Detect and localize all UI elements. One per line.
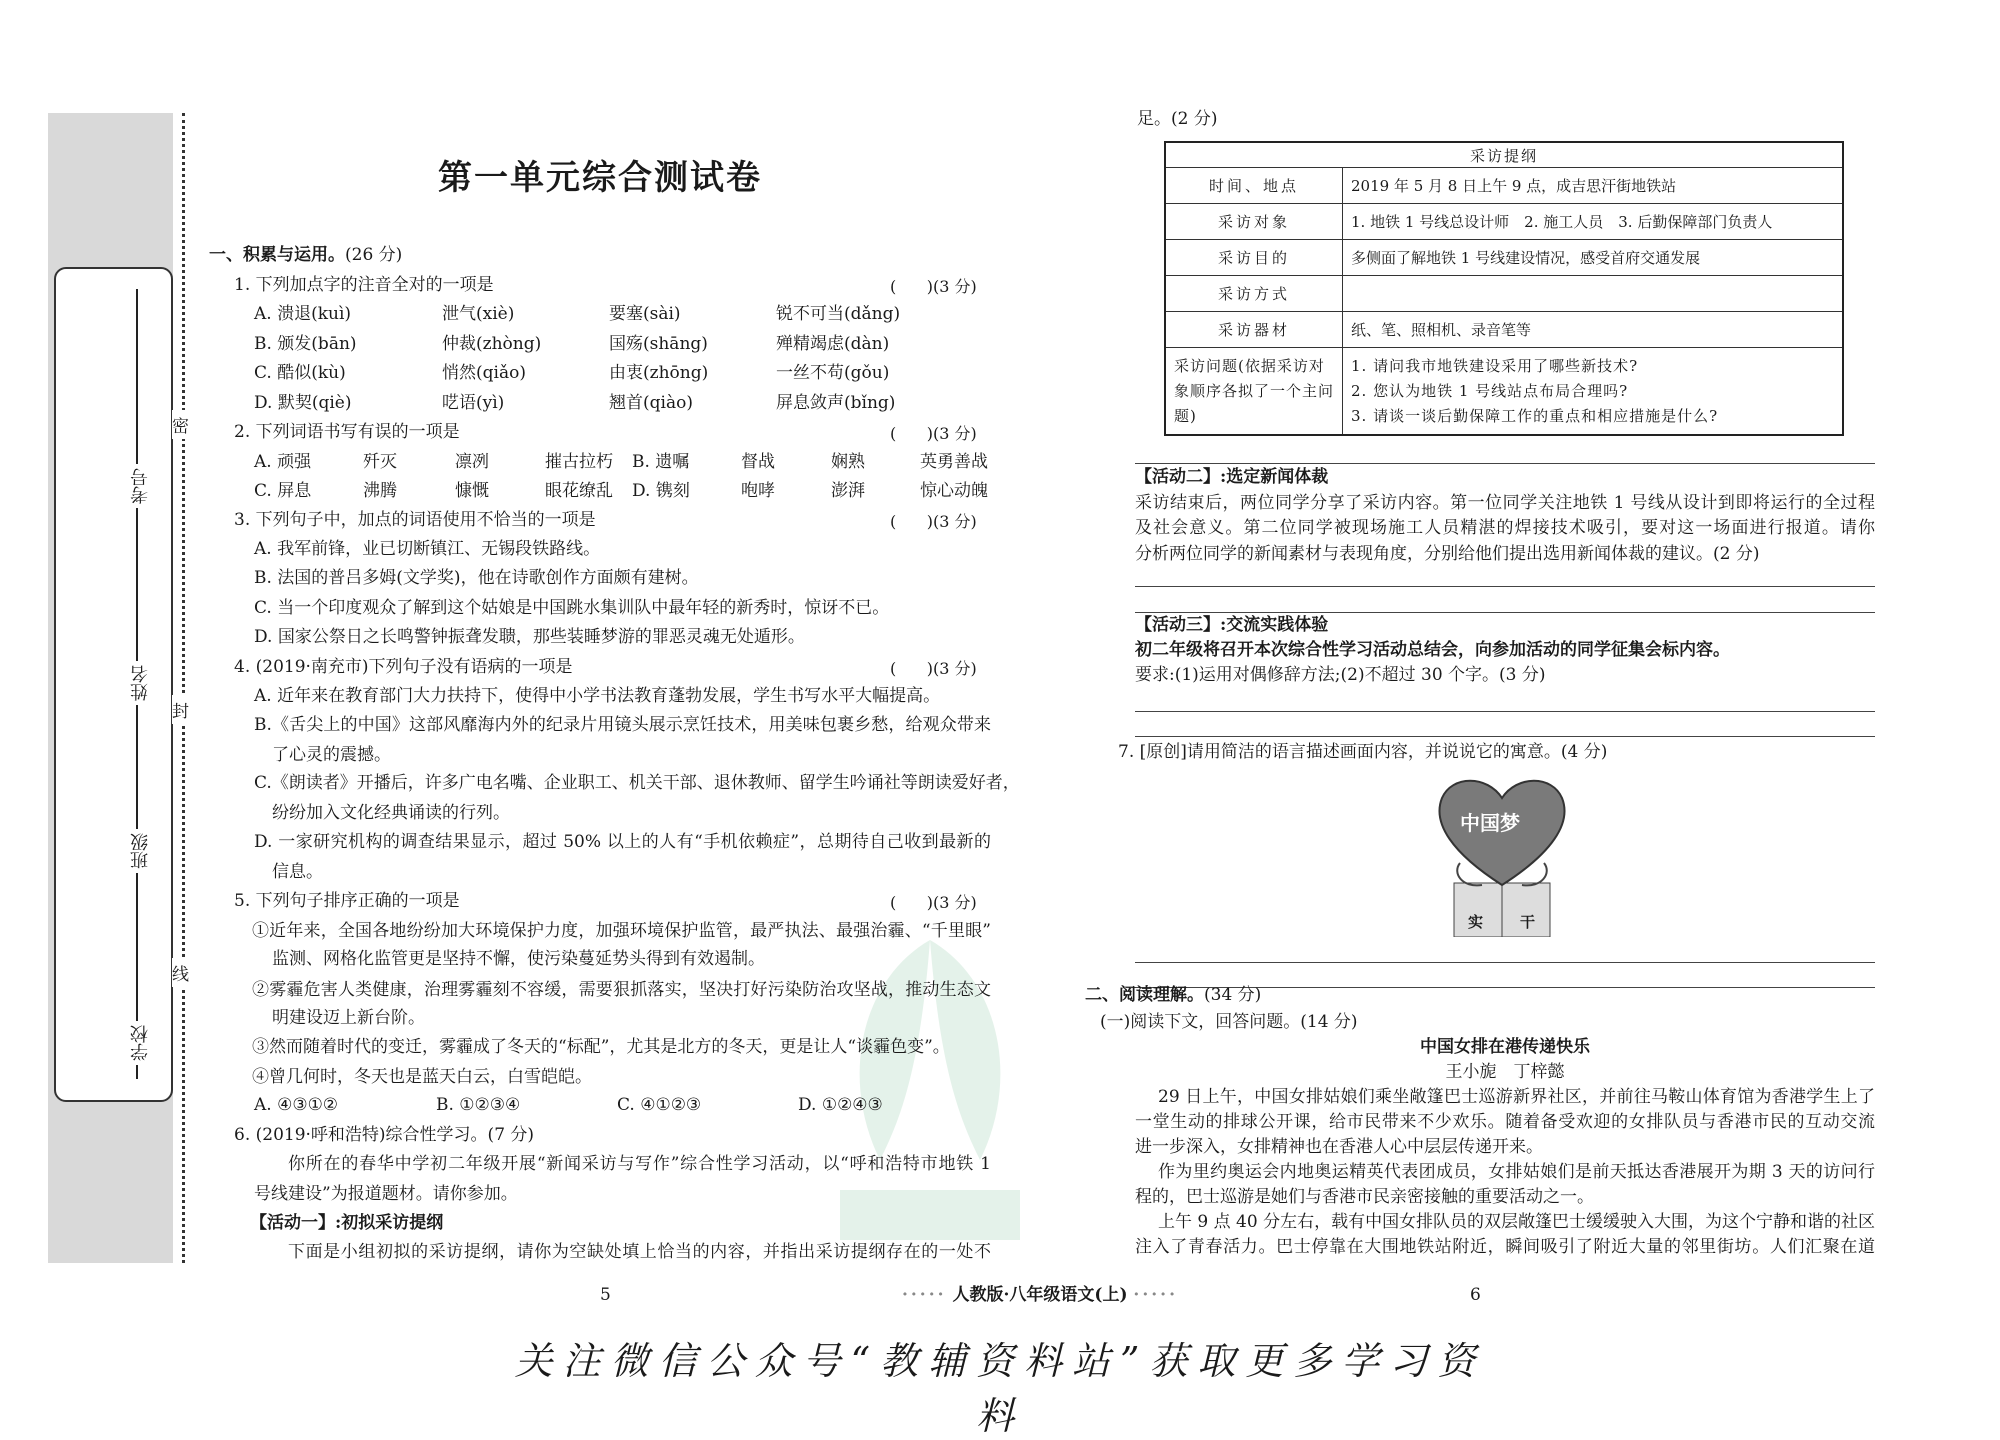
row-value: 多侧面了解地铁 1 号线建设情况，感受首府交通发展 — [1343, 240, 1844, 276]
row-key: 时间、地点 — [1165, 168, 1343, 204]
row-key: 采访器材 — [1165, 312, 1343, 348]
answer-line[interactable] — [1135, 612, 1875, 613]
q5-sentence-2-cont: 明建设迈上新台阶。 — [272, 1008, 425, 1028]
q2-word: A. 顽强 — [254, 452, 312, 472]
label-name: 姓名 — [128, 661, 154, 705]
q4-option-c-cont: 纷纷加入文化经典诵读的行列。 — [272, 803, 510, 823]
q1-stem: 1. 下列加点字的注音全对的一项是 — [234, 275, 494, 295]
q1-option: 悄然(qiǎo) — [442, 363, 526, 383]
q3-option-a: A. 我军前锋，业已切断镇江、无锡段铁路线。 — [254, 539, 601, 559]
q5-stem: 5. 下列句子排序正确的一项是 — [234, 891, 460, 911]
seal-char-xian: 线 — [172, 958, 189, 987]
q6-intro: 你所在的春华中学初二年级开展“新闻采访与写作”综合性学习活动，以“呼和浩特市地铁 1 — [288, 1154, 991, 1174]
interview-method-blank[interactable] — [1343, 276, 1844, 312]
q4-option-a: A. 近年来在教育部门大力扶持下，使得中小学书法教育蓬勃发展，学生书写水平大幅提高。 — [254, 686, 941, 706]
sleeve-text-left: 实 — [1468, 913, 1484, 931]
article-paragraph: 上午 9 点 40 分左右，载有中国女排队员的双层敞篷巴士缓缓驶入大围，为这个宁静和谐的社区 — [1158, 1212, 1876, 1232]
q2-word: 澎湃 — [831, 481, 865, 501]
footer-edition-text: 人教版·八年级语文(上) — [952, 1285, 1128, 1305]
article-paragraph: 29 日上午，中国女排姑娘们乘坐敞篷巴士巡游新界社区，并前往马鞍山体育馆为香港学生上了 — [1158, 1087, 1875, 1107]
article-paragraph: 程的，巴士巡游是她们与香港市民亲密接触的重要活动之一。 — [1135, 1187, 1594, 1207]
table-row — [1165, 204, 1843, 240]
article-paragraph: 注入了青春活力。巴士停靠在大围地铁站附近，瞬间吸引了附近大量的邻里街坊。人们汇聚在道 — [1135, 1237, 1875, 1257]
q3-option-d: D. 国家公祭日之长鸣警钟振聋发聩，那些装睡梦游的罪恶灵魂无处遁形。 — [254, 627, 805, 647]
q2-word: 娴熟 — [831, 452, 865, 472]
page-title: 第一单元综合测试卷 — [438, 158, 762, 198]
q5-sentence-1: ①近年来，全国各地纷纷加大环境保护力度，加强环境保护监管，最严执法、最强治霾、“千里眼” — [252, 921, 991, 941]
activity2-text: 采访结束后，两位同学分享了采访内容。第一位同学关注地铁 1 号线从设计到即将运行的全过程 — [1135, 493, 1875, 513]
q5-answer-blank[interactable]: ( )(3 分) — [890, 893, 977, 912]
q5-sentence-2: ②雾霾危害人类健康，治理雾霾刻不容缓，需要狠抓落实，坚决打好污染防治攻坚战，推动生态文 — [252, 980, 991, 1000]
q5-sentence-1-cont: 监测、网格化监管更是坚持不懈，使污染蔓延势头得到有效遏制。 — [272, 949, 765, 969]
activity1-text-cont: 足。(2 分) — [1137, 109, 1218, 129]
q5-sentence-4: ④曾几何时，冬天也是蓝天白云，白雪皑皑。 — [252, 1067, 592, 1087]
q4-answer-blank[interactable]: ( )(3 分) — [890, 659, 977, 678]
table-row — [1165, 276, 1843, 312]
article-paragraph: 作为里约奥运会内地奥运精英代表团成员，女排姑娘们是前天抵达香港展开为期 3 天的访问行 — [1158, 1162, 1875, 1182]
row-value — [1343, 348, 1844, 436]
page-number-left: 5 — [600, 1285, 611, 1305]
answer-line[interactable] — [1135, 736, 1875, 737]
student-info-box — [54, 267, 173, 1102]
q5-choice-a: A. ④③①② — [254, 1095, 339, 1115]
q1-option: 泄气(xiè) — [442, 304, 515, 324]
label-exam-number: 考号 — [128, 464, 154, 508]
answer-line[interactable] — [1135, 711, 1875, 712]
answer-line[interactable] — [1135, 586, 1875, 587]
q3-option-b: B. 法国的普吕多姆(文学奖)，他在诗歌创作方面颇有建树。 — [254, 568, 699, 588]
row-key: 采访对象 — [1165, 204, 1343, 240]
table-row — [1165, 168, 1843, 204]
article-paragraph: 进一步深入，女排精神也在香港人心中层层传递开来。 — [1135, 1137, 1543, 1157]
question-item: 2. 您认为地铁 1 号线站点布局合理吗? — [1351, 381, 1629, 400]
answer-line[interactable] — [1135, 463, 1875, 464]
q5-choice-c: C. ④①②③ — [617, 1095, 702, 1115]
q1-option: 殚精竭虑(dàn) — [776, 334, 890, 354]
heart-balloon-image — [1432, 773, 1572, 937]
q1-option: A. 溃退(kuì) — [254, 304, 352, 324]
article-authors: 王小旎 丁梓懿 — [1445, 1062, 1565, 1082]
sleeve-text-right: 干 — [1520, 913, 1536, 931]
section2-heading — [1085, 984, 1261, 1006]
activity2-heading: 【活动二】:选定新闻体裁 — [1135, 467, 1329, 487]
row-value: 2019 年 5 月 8 日上午 9 点，成吉思汗街地铁站 — [1343, 168, 1844, 204]
answer-line[interactable] — [1135, 962, 1875, 963]
q4-option-c: C.《朗读者》开播后，许多广电名嘴、企业职工、机关干部、退休教师、留学生吟诵社等朗读爱好者， — [254, 773, 1020, 793]
q4-option-b-cont: 了心灵的震撼。 — [272, 745, 391, 765]
q1-answer-blank[interactable]: ( )(3 分) — [890, 277, 977, 296]
q2-word: 英勇善战 — [920, 452, 988, 472]
q1-option: 一丝不苟(gǒu) — [776, 363, 890, 383]
q1-option: D. 默契(qiè) — [254, 393, 352, 413]
question-item: 1. 请问我市地铁建设采用了哪些新技术? — [1351, 356, 1639, 375]
q6-intro-cont: 号线建设”为报道题材。请你参加。 — [254, 1184, 518, 1204]
q3-answer-blank[interactable]: ( )(3 分) — [890, 512, 977, 531]
q5-choice-d: D. ①②④③ — [798, 1095, 883, 1115]
reading-part1: (一)阅读下文，回答问题。(14 分) — [1100, 1012, 1358, 1032]
section1-heading — [209, 244, 402, 266]
q1-option: 锐不可当(dǎng) — [776, 304, 901, 324]
q2-word: D. 镌刻 — [632, 481, 690, 501]
q1-option: 由衷(zhōng) — [609, 363, 709, 383]
q2-word: 惊心动魄 — [920, 481, 988, 501]
q2-word: 督战 — [741, 452, 775, 472]
q3-option-c: C. 当一个印度观众了解到这个姑娘是中国跳水集训队中最年轻的新秀时，惊讶不已。 — [254, 598, 890, 618]
q1-option: 翘首(qiào) — [609, 393, 693, 413]
table-row — [1165, 312, 1843, 348]
label-school: 学校 — [128, 1021, 154, 1065]
seal-dotted-line — [182, 113, 185, 1263]
q7-stem: 7. [原创]请用简洁的语言描述画面内容，并说说它的寓意。(4 分) — [1118, 742, 1608, 762]
activity2-text: 及社会意义。第二位同学被现场施工人员精湛的焊接技术吸引，要对这一场面进行报道。请你 — [1135, 518, 1875, 538]
row-value: 纸、笔、照相机、录音笔等 — [1343, 312, 1844, 348]
q1-option: 要塞(sài) — [609, 304, 681, 324]
q2-word: C. 屏息 — [254, 481, 312, 501]
q2-word: 摧古拉朽 — [545, 452, 613, 472]
q5-choice-b: B. ①②③④ — [436, 1095, 521, 1115]
q2-word: 咆哮 — [741, 481, 775, 501]
q2-answer-blank[interactable]: ( )(3 分) — [890, 424, 977, 443]
table-row — [1165, 240, 1843, 276]
label-class: 班级 — [128, 829, 154, 873]
q6-stem: 6. (2019·呼和浩特)综合性学习。(7 分) — [234, 1125, 535, 1145]
q2-stem: 2. 下列词语书写有误的一项是 — [234, 422, 460, 442]
row-key: 采访问题(依据采访对象顺序各拟了一个主问题) — [1165, 348, 1343, 436]
q2-word: 沸腾 — [363, 481, 397, 501]
heart-text: 中国梦 — [1460, 811, 1520, 835]
q1-option: 呓语(yì) — [442, 393, 505, 413]
article-title: 中国女排在港传递快乐 — [1420, 1037, 1590, 1057]
question-item: 3. 请谈一谈后勤保障工作的重点和相应措施是什么? — [1351, 406, 1719, 425]
row-value: 1. 地铁 1 号线总设计师 2. 施工人员 3. 后勤保障部门负责人 — [1343, 204, 1844, 240]
q2-word: 凛冽 — [455, 452, 489, 472]
q4-option-b: B.《舌尖上的中国》这部风靡海内外的纪录片用镜头展示烹饪技术，用美味包裹乡愁，给观众带来 — [254, 715, 991, 735]
q4-option-d-cont: 信息。 — [272, 862, 323, 882]
q5-sentence-3: ③然而随着时代的变迁，雾霾成了冬天的“标配”，尤其是北方的冬天，更是让人“谈霾色变”。 — [252, 1037, 950, 1057]
q2-word: 歼灭 — [363, 452, 397, 472]
activity1-text: 下面是小组初拟的采访提纲，请你为空缺处填上恰当的内容，并指出采访提纲存在的一处不 — [288, 1242, 991, 1262]
footer-edition: ····· 人教版·八年级语文(上) ····· — [901, 1285, 1179, 1305]
page-number-right: 6 — [1470, 1285, 1481, 1305]
section-score: (34 分) — [1204, 985, 1262, 1005]
q1-option: 屏息敛声(bǐng) — [776, 393, 896, 413]
seal-char-feng: 封 — [172, 695, 189, 724]
seal-char-mi: 密 — [172, 410, 189, 439]
activity3-text: 初二年级将召开本次综合性学习活动总结会，向参加活动的同学征集会标内容。 — [1135, 640, 1730, 660]
q4-option-d: D. 一家研究机构的调查结果显示，超过 50% 以上的人有“手机依赖症”，总期待自己收到最新的 — [254, 832, 991, 852]
china-dream-illustration — [1432, 773, 1572, 937]
watermark-logo — [820, 920, 1040, 1250]
promo-handwriting: 关注微信公众号“教辅资料站”获取更多学习资料 — [514, 1339, 1486, 1438]
interview-outline-table — [1164, 141, 1844, 436]
q2-word: 眼花缭乱 — [545, 481, 613, 501]
q4-stem: 4. (2019·南充市)下列句子没有语病的一项是 — [234, 657, 573, 677]
q1-option: B. 颁发(bān) — [254, 334, 357, 354]
activity3-heading: 【活动三】:交流实践体验 — [1135, 615, 1329, 635]
q1-option: C. 酷似(kù) — [254, 363, 346, 383]
activity2-text: 分析两位同学的新闻素材与表现角度，分别给他们提出选用新闻体裁的建议。(2 分) — [1135, 544, 1760, 564]
activity3-requirement: 要求:(1)运用对偶修辞方法;(2)不超过 30 个字。(3 分) — [1135, 665, 1546, 685]
row-key: 采访方式 — [1165, 276, 1343, 312]
q1-option: 仲裁(zhòng) — [442, 334, 542, 354]
q3-stem: 3. 下列句子中，加点的词语使用不恰当的一项是 — [234, 510, 596, 530]
q2-word: 慷慨 — [455, 481, 489, 501]
section-score: (26 分) — [345, 245, 403, 265]
table-row — [1165, 348, 1843, 436]
activity1-heading: 【活动一】:初拟采访提纲 — [250, 1213, 444, 1233]
section-heading-text: 一、积累与运用。 — [209, 245, 345, 265]
table-caption: 采访提纲 — [1165, 142, 1843, 168]
q2-word: B. 遗嘱 — [632, 452, 690, 472]
q1-option: 国殇(shāng) — [609, 334, 708, 354]
section-heading-text: 二、阅读理解。 — [1085, 985, 1204, 1005]
article-paragraph: 一堂生动的排球公开课，给市民带来不少欢乐。随着备受欢迎的女排队员与香港市民的互动交流 — [1135, 1112, 1875, 1132]
row-key: 采访目的 — [1165, 240, 1343, 276]
